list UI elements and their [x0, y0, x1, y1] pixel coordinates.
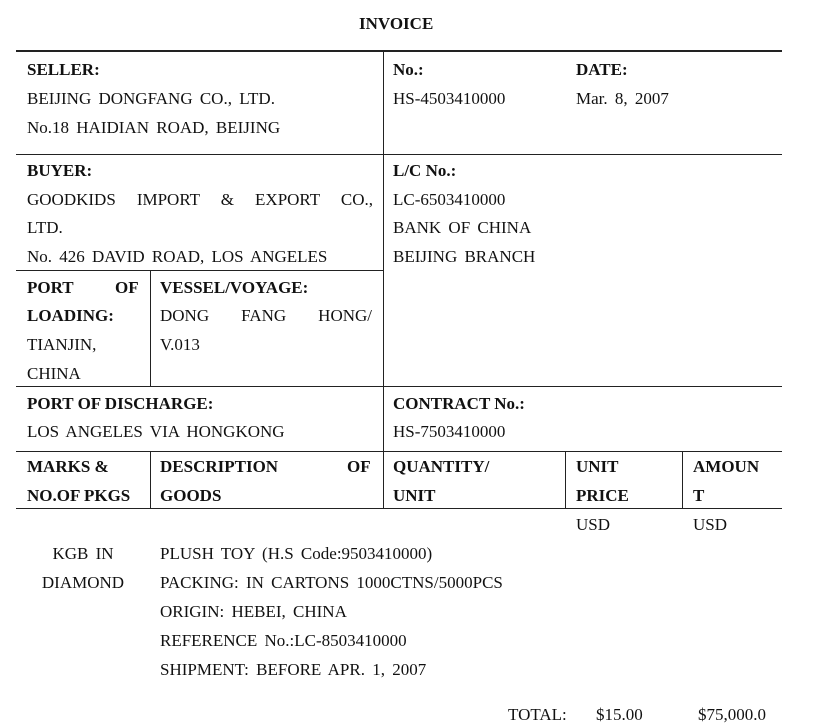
seller-address: No.18 HAIDIAN ROAD, BEIJING [27, 118, 281, 137]
description-line: SHIPMENT: BEFORE APR. 1, 2007 [160, 660, 427, 679]
seller-name: BEIJING DONGFANG CO., LTD. [27, 89, 275, 108]
description-line: PLUSH TOY (H.S Code:9503410000) [160, 544, 433, 563]
divider-port-vessel [150, 271, 151, 386]
divider-marks-desc [150, 452, 151, 509]
divider-price-amount [682, 452, 683, 509]
description-line: ORIGIN: HEBEI, CHINA [160, 602, 347, 621]
contract-label: CONTRACT No.: [393, 394, 525, 413]
header-description-word2: OF [347, 457, 371, 476]
port-of-loading-label-line2: LOADING: [27, 306, 114, 325]
buyer-name-line1: GOODKIDS IMPORT & EXPORT CO., [27, 190, 373, 209]
lc-value: LC-6503410000 [393, 190, 506, 209]
port-of-loading-value-line1: TIANJIN, [27, 335, 97, 354]
contract-value: HS-7503410000 [393, 422, 506, 441]
divider-discharge-table [16, 451, 782, 452]
amount-currency: USD [693, 515, 728, 534]
divider-header-bottom [16, 508, 782, 509]
lc-bank-line2: BEIJING BRANCH [393, 247, 536, 266]
lc-label: L/C No.: [393, 161, 457, 180]
header-description-word1: DESCRIPTION [160, 457, 279, 476]
buyer-name-line2: LTD. [27, 218, 63, 237]
invoice-no-label: No.: [393, 60, 424, 79]
divider-ports-discharge [16, 386, 782, 387]
port-of-discharge-label: PORT OF DISCHARGE: [27, 394, 214, 413]
divider-main-vertical [383, 52, 384, 509]
header-marks-line2: NO.OF PKGS [27, 486, 131, 505]
lc-bank-line1: BANK OF CHINA [393, 218, 532, 237]
invoice-no-value: HS-4503410000 [393, 89, 506, 108]
header-description-line2: GOODS [160, 486, 222, 505]
buyer-label: BUYER: [27, 161, 93, 180]
vessel-label: VESSEL/VOYAGE: [160, 278, 309, 297]
total-unit-price: $15.00 [596, 705, 643, 724]
header-quantity-line2: UNIT [393, 486, 436, 505]
date-value: Mar. 8, 2007 [576, 89, 669, 108]
seller-label: SELLER: [27, 60, 100, 79]
port-of-loading-value-line2: CHINA [27, 364, 81, 383]
unit-price-currency: USD [576, 515, 611, 534]
port-of-discharge-value: LOS ANGELES VIA HONGKONG [27, 422, 285, 441]
marks-line1: KGB IN [52, 544, 114, 563]
header-unit-price-line2: PRICE [576, 486, 629, 505]
port-of-loading-label-word2: OF [115, 278, 139, 297]
divider-buyer-ports [16, 270, 383, 271]
divider-qty-price [565, 452, 566, 509]
divider-seller-buyer [16, 154, 782, 155]
description-line: REFERENCE No.:LC-8503410000 [160, 631, 407, 650]
buyer-address: No. 426 DAVID ROAD, LOS ANGELES [27, 247, 328, 266]
header-unit-price-line1: UNIT [576, 457, 619, 476]
vessel-value-line2: V.013 [160, 335, 200, 354]
header-quantity-line1: QUANTITY/ [393, 457, 490, 476]
header-amount-line2: T [693, 486, 705, 505]
marks-line2: DIAMOND [41, 573, 125, 592]
invoice-title: INVOICE [359, 14, 434, 33]
total-label: TOTAL: [508, 705, 567, 724]
header-amount-line1: AMOUN [693, 457, 760, 476]
top-rule [16, 50, 782, 52]
description-line: PACKING: IN CARTONS 1000CTNS/5000PCS [160, 573, 503, 592]
vessel-value-line1: DONG FANG HONG/ [160, 306, 372, 325]
port-of-loading-label-word1: PORT [27, 278, 74, 297]
total-amount: $75,000.0 [698, 705, 766, 724]
header-marks-line1: MARKS & [27, 457, 109, 476]
date-label: DATE: [576, 60, 628, 79]
